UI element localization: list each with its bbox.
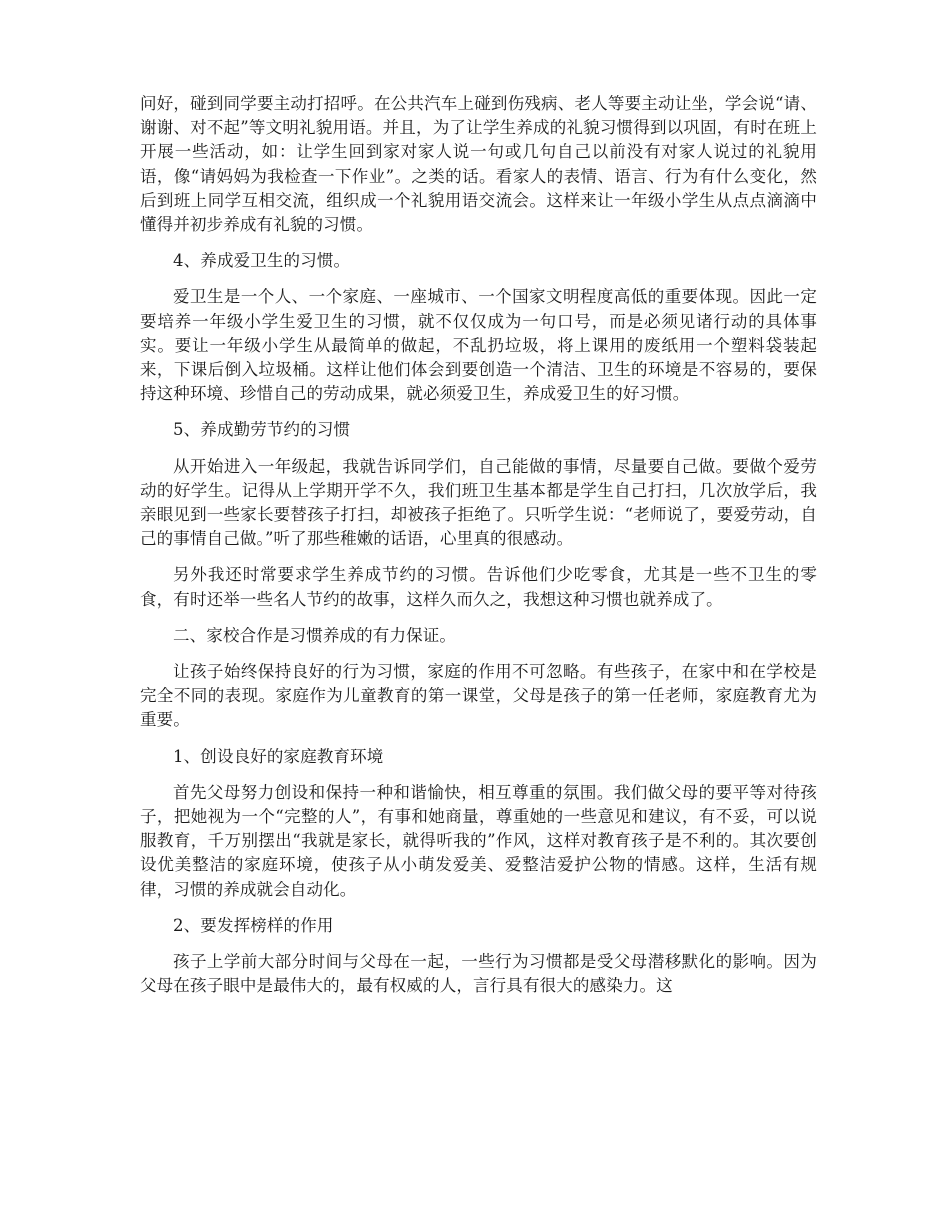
paragraph-family-role: 让孩子始终保持良好的行为习惯，家庭的作用不可忽略。有些孩子，在家中和在学校是完全不同的表现。家庭作为儿童教育的第一课堂，父母是孩子的第一任老师，家庭教育尤为重要。 <box>140 662 817 730</box>
paragraph-diligence: 从开始进入一年级起，我就告诉同学们，自己能做的事情，尽量要自己做。要做个爱劳动的好学生。记得从上学期开学不久，我们班卫生基本都是学生自己打扫，几次放学后，我亲眼见到一些家长要替孩子打扫，却被孩子拒绝了。只听学生说：“老师说了，要爱劳动，自己的事情自己做。”听了那些稚嫩的话语，心里真的很感动。 <box>140 456 817 549</box>
document-page <box>140 92 817 1011</box>
heading-home-school-cooperation: 二、家校合作是习惯养成的有力保证。 <box>173 625 457 645</box>
paragraph-hygiene: 爱卫生是一个人、一个家庭、一座城市、一个国家文明程度高低的重要体现。因此一定要培养一年级小学生爱卫生的习惯，就不仅仅成为一句口号，而是必须见诸行动的具体事实。要让一年级小学生从最简单的做起，不乱扔垃圾，将上课用的废纸用一个塑料袋装起来，下课后倒入垃圾桶。这样让他们体会到要创造一个清洁、卫生的环境是不容易的，要保持这种环境、珍惜自己的劳动成果，就必须爱卫生，养成爱卫生的好习惯。 <box>140 287 817 404</box>
heading-role-model: 2、要发挥榜样的作用 <box>173 915 334 935</box>
paragraph-courtesy-continued: 问好，碰到同学要主动打招呼。在公共汽车上碰到伤残病、老人等要主动让坐，学会说“请、谢谢、对不起”等文明礼貌用语。并且，为了让学生养成的礼貌习惯得到以巩固，有时在班上开展一些活动，如：让学生回到家对家人说一句或几句自己以前没有对家人说过的礼貌用语，像“请妈妈为我检查一下作业”。之类的话。看家人的表情、语言、行为有什么变化，然后到班上同学互相交流，组织成一个礼貌用语交流会。这样来让一年级小学生从点点滴滴中懂得并初步养成有礼貌的习惯。 <box>140 94 817 235</box>
heading-family-environment: 1、创设良好的家庭教育环境 <box>173 746 384 766</box>
heading-diligence-thrift: 5、养成勤劳节约的习惯 <box>173 420 351 440</box>
heading-hygiene-habit: 4、养成爱卫生的习惯。 <box>173 251 351 271</box>
paragraph-family-environment: 首先父母努力创设和保持一种和谐愉快，相互尊重的氛围。我们做父母的要平等对待孩子，把她视为一个“完整的人”，有事和她商量，尊重她的一些意见和建议，有不妥，可以说服教育，千万别摆出“我就是家长，就得听我的”作风，这样对教育孩子是不利的。其次要创设优美整洁的家庭环境，使孩子从小萌发爱美、爱整洁爱护公物的情感。这样，生活有规律，习惯的养成就会自动化。 <box>140 782 817 899</box>
paragraph-role-model: 孩子上学前大部分时间与父母在一起，一些行为习惯都是受父母潜移默化的影响。因为父母在孩子眼中是最伟大的，最有权威的人，言行具有很大的感染力。这 <box>140 952 817 996</box>
paragraph-thrift: 另外我还时常要求学生养成节约的习惯。告诉他们少吃零食，尤其是一些不卫生的零食，有时还举一些名人节约的故事，这样久而久之，我想这种习惯也就养成了。 <box>140 565 817 609</box>
